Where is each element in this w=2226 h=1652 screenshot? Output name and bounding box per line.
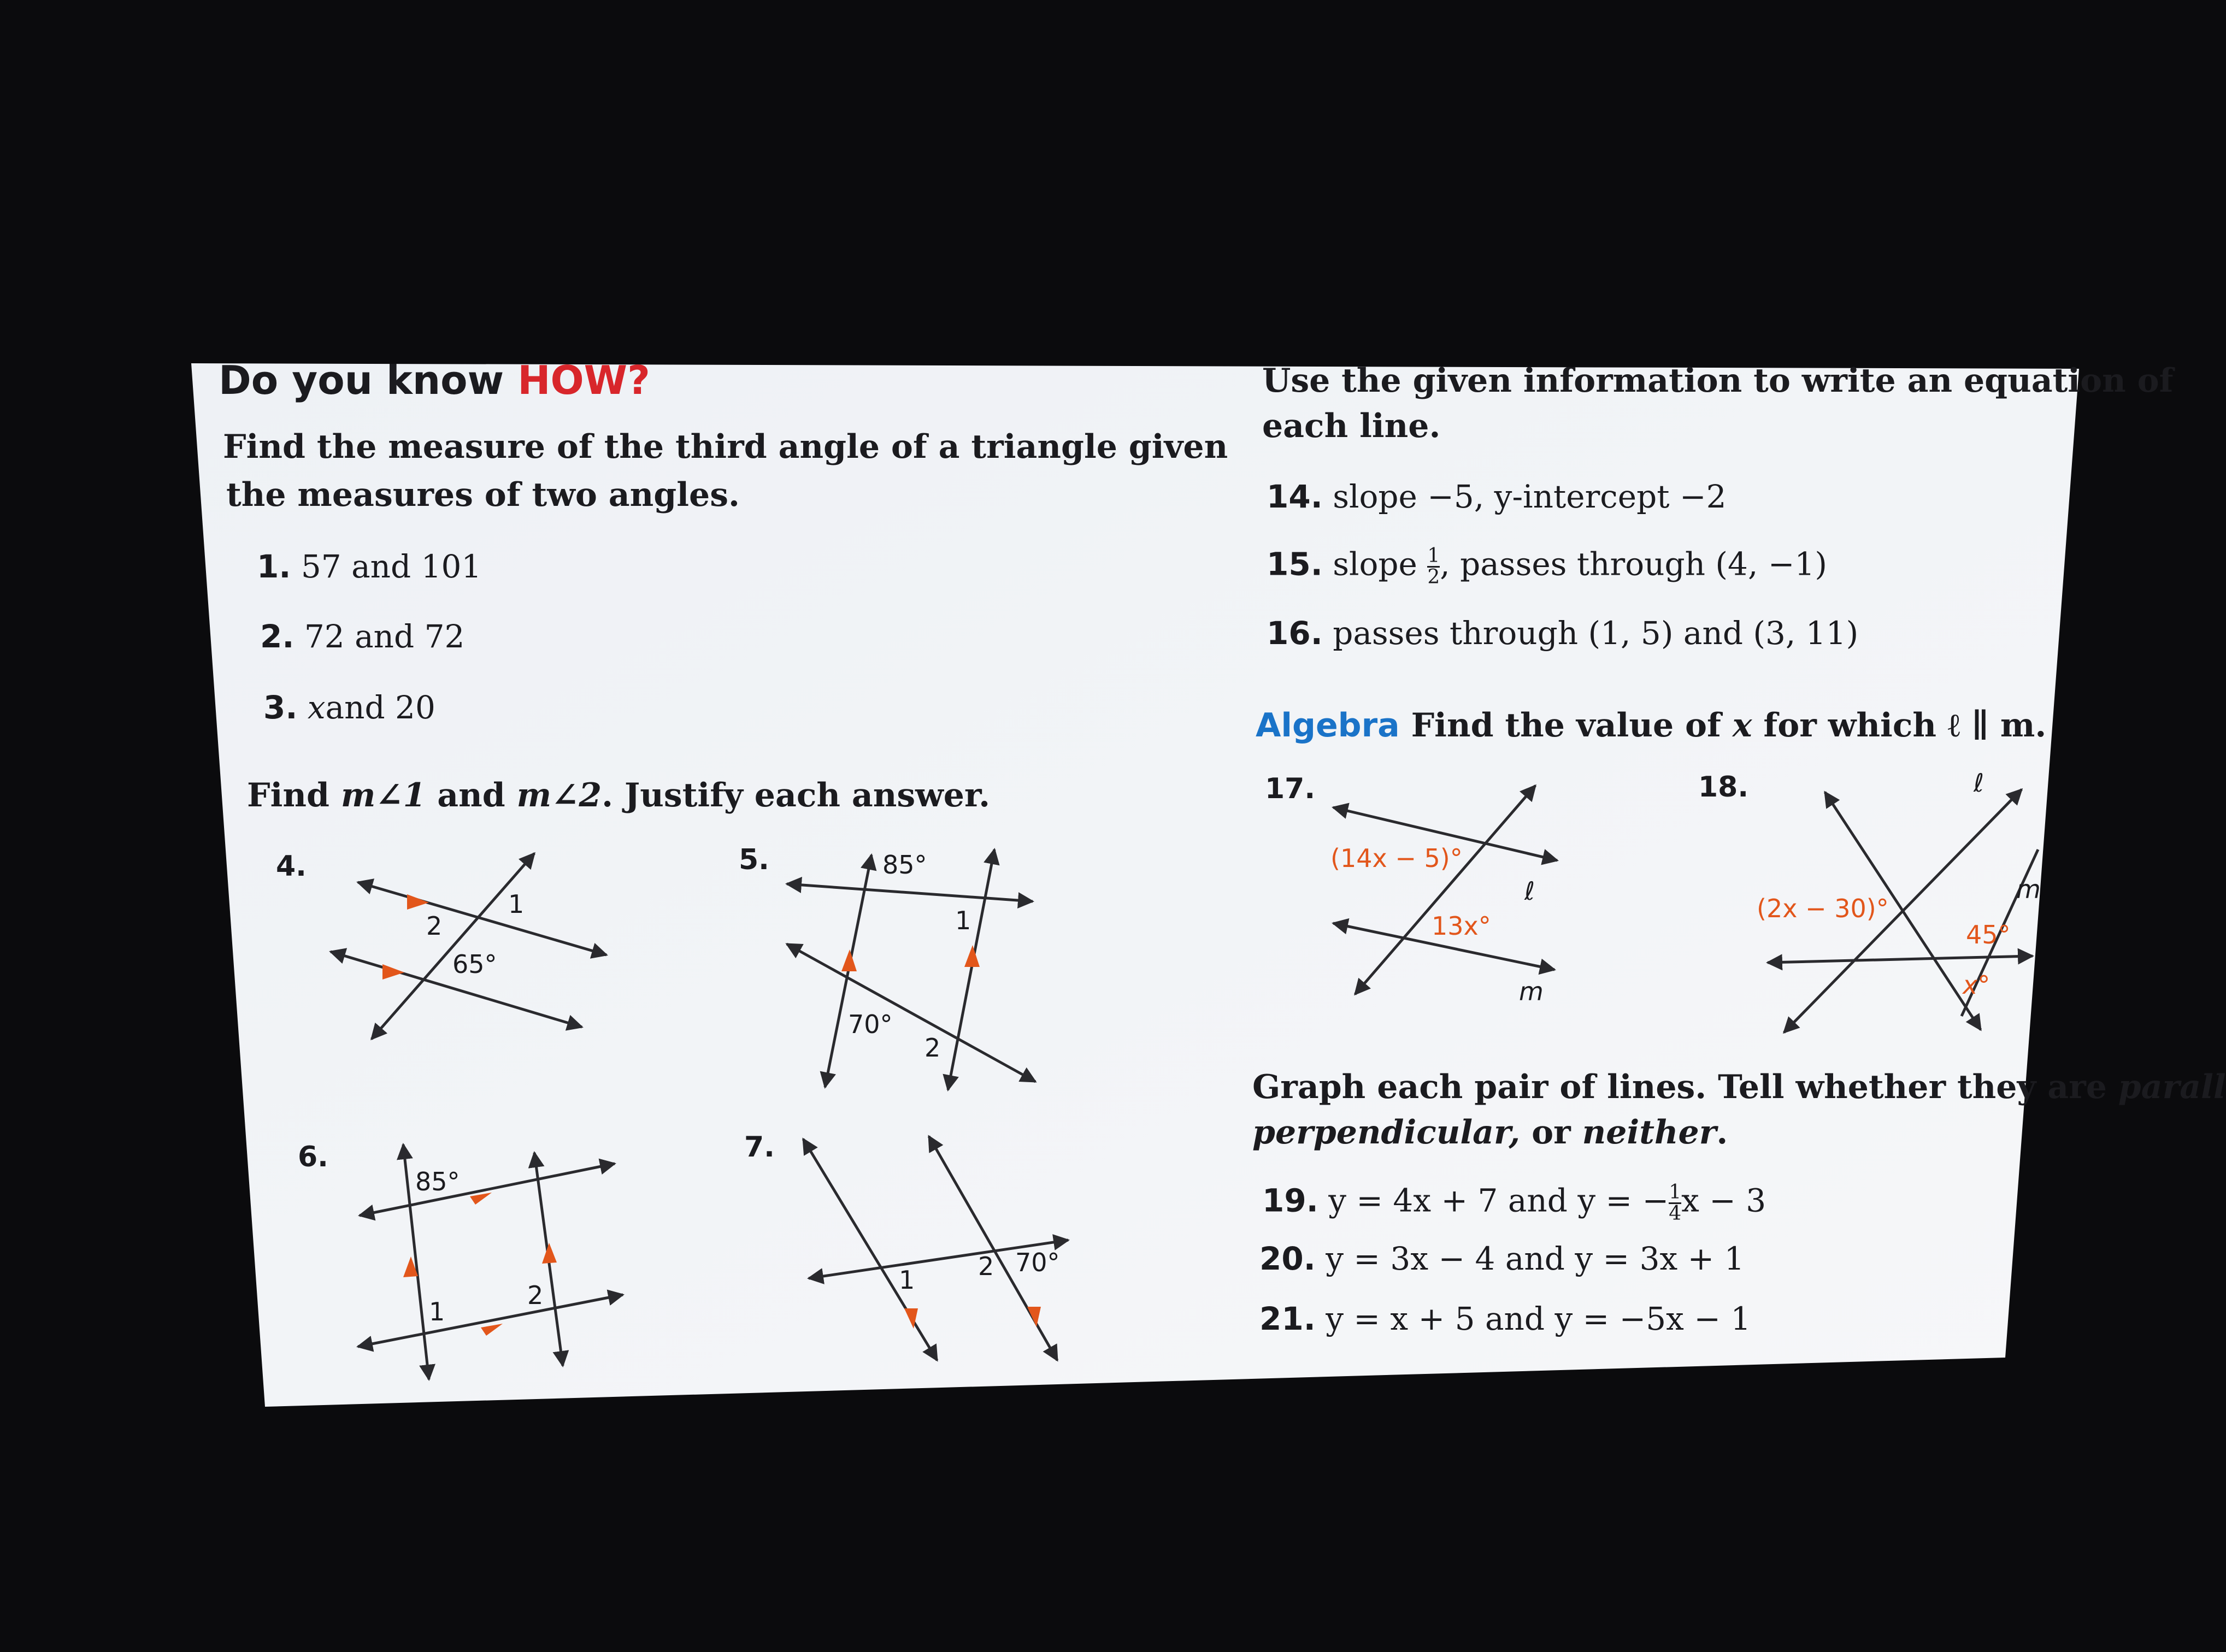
diagram-17-number: 17. — [1265, 772, 1316, 805]
d18-label-m: m — [2016, 875, 2041, 904]
d7-label-70: 70° — [1015, 1248, 1060, 1277]
diagram-18-number: 18. — [1698, 771, 1749, 804]
graph-prompt-line-2: perpendicular, or neither. — [1252, 1113, 1728, 1152]
exercise-15: 15. slope $\frac{1}{2}$ , passes through (4, −1) — [1267, 545, 1827, 588]
d6-label-85: 85° — [415, 1167, 460, 1196]
d4-label-2: 2 — [426, 911, 443, 941]
diagram-6-number: 6. — [298, 1141, 328, 1173]
d5-label-2: 2 — [924, 1033, 941, 1063]
graph-prompt-line-1: Graph each pair of lines. Tell whether they are parall — [1252, 1068, 2226, 1106]
d17-transversal — [1355, 786, 1535, 994]
section-heading: Do you know HOW? — [219, 357, 650, 403]
d7-label-1: 1 — [899, 1265, 915, 1295]
exercise-21: 21. y = x + 5 and y = −5x − 1 — [1259, 1300, 1751, 1337]
diagram-5-number: 5. — [739, 843, 769, 876]
exercise-2: 2. 72 and 72 — [260, 618, 465, 655]
d17-label-m: m — [1519, 977, 1544, 1006]
d5-label-1: 1 — [955, 906, 971, 935]
intro-line-2: the measures of two angles. — [226, 476, 740, 514]
exercise-1: 1. 57 and 101 — [257, 548, 482, 585]
angles-prompt: Find m∠1 and m∠2. Justify each answer. — [247, 776, 990, 815]
d18-label-45: 45° — [1966, 920, 2011, 949]
d17-label-14x: (14x − 5)° — [1330, 843, 1463, 873]
algebra-prompt: Algebra Find the value of x for which ℓ ∥ m. — [1256, 706, 2047, 745]
exercise-14: 14. slope −5, y-intercept −2 — [1267, 478, 1727, 515]
exercise-16: 16. passes through (1, 5) and (3, 11) — [1267, 615, 1859, 652]
d6-label-2: 2 — [527, 1281, 544, 1310]
d18-label-x: x° — [1963, 970, 1991, 1000]
d5-label-70: 70° — [848, 1010, 893, 1039]
d7-label-2: 2 — [978, 1252, 994, 1281]
exercise-20: 20. y = 3x − 4 and y = 3x + 1 — [1259, 1240, 1745, 1277]
d5-label-85: 85° — [882, 850, 927, 880]
d18-label-2x: (2x − 30)° — [1757, 894, 1889, 923]
right-intro-line-2: each line. — [1262, 407, 1441, 445]
intro-line-1: Find the measure of the third angle of a triangle given — [223, 428, 1228, 466]
exercise-3: 3. xand 20 — [263, 689, 435, 726]
d4-label-1: 1 — [508, 889, 525, 919]
diagram-4-number: 4. — [276, 850, 307, 883]
diagram-7-number: 7. — [744, 1131, 775, 1164]
d6-label-1: 1 — [429, 1297, 445, 1326]
d17-label-13x: 13x° — [1432, 911, 1491, 941]
d17-label-l: ℓ — [1524, 876, 1535, 906]
d18-line-horiz — [1768, 956, 2033, 963]
d18-label-l: ℓ — [1974, 768, 1984, 798]
d4-label-65: 65° — [452, 949, 497, 979]
exercise-19: 19. y = 4x + 7 and y = − $\frac{1}{4}$ x − 3 — [1262, 1181, 1766, 1225]
right-intro-line-1: Use the given information to write an equation of — [1262, 362, 2174, 400]
